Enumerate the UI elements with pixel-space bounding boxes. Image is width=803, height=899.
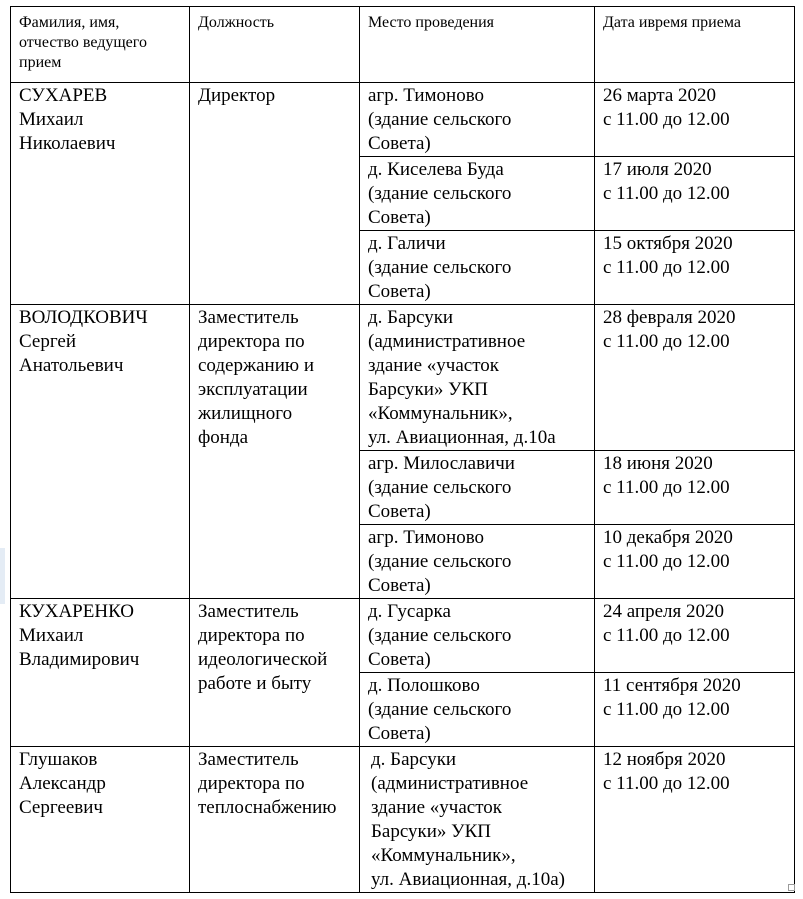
official-name: Глушаков Александр Сергеевич [11,747,190,893]
reception-date: 26 марта 2020 с 11.00 до 12.00 [595,83,795,157]
reception-date: 12 ноября 2020 с 11.00 до 12.00 [595,747,795,893]
reception-place: агр. Тимоново (здание сельского Совета) [360,525,595,599]
header-date-time: Дата ивремя приема [595,7,795,83]
official-position: Заместитель директора по теплоснабжению [190,747,360,893]
official-name: КУХАРЕНКО Михаил Владимирович [11,599,190,747]
reception-place: д. Полошково (здание сельского Совета) [360,673,595,747]
official-name: СУХАРЕВ Михаил Николаевич [11,83,190,305]
reception-place: агр. Тимоново (здание сельского Совета) [360,83,595,157]
table-row [11,599,795,673]
left-edge-selection-mark [0,548,5,604]
reception-schedule-table [10,6,795,893]
reception-date: 10 декабря 2020 с 11.00 до 12.00 [595,525,795,599]
reception-place: д. Киселева Буда (здание сельского Совета) [360,157,595,231]
table-row [11,747,795,893]
reception-date: 18 июня 2020 с 11.00 до 12.00 [595,451,795,525]
header-place: Место проведения [360,7,595,83]
table-end-marker [788,884,795,891]
official-name: ВОЛОДКОВИЧ Сергей Анатольевич [11,305,190,599]
official-position: Заместитель директора по содержанию и эксплуатации жилищного фонда [190,305,360,599]
reception-place: агр. Милославичи (здание сельского Совета) [360,451,595,525]
reception-date: 17 июля 2020 с 11.00 до 12.00 [595,157,795,231]
reception-place: д. Барсуки (административное здание «участок Барсуки» УКП «Коммунальник», ул. Авиационная, д.10а [360,305,595,451]
reception-place: д. Барсуки (административное здание «участок Барсуки» УКП «Коммунальник», ул. Авиационная, д.10а) [360,747,595,893]
header-full-name: Фамилия, имя, отчество ведущего прием [11,7,190,83]
header-row [11,7,795,83]
reception-place: д. Галичи (здание сельского Совета) [360,231,595,305]
reception-date: 11 сентября 2020 с 11.00 до 12.00 [595,673,795,747]
official-position: Заместитель директора по идеологической работе и быту [190,599,360,747]
reception-place: д. Гусарка (здание сельского Совета) [360,599,595,673]
official-position: Директор [190,83,360,305]
table-row [11,305,795,451]
reception-date: 15 октября 2020 с 11.00 до 12.00 [595,231,795,305]
reception-date: 28 февраля 2020 с 11.00 до 12.00 [595,305,795,451]
document-page [10,6,794,893]
reception-date: 24 апреля 2020 с 11.00 до 12.00 [595,599,795,673]
table-row [11,83,795,157]
header-position: Должность [190,7,360,83]
